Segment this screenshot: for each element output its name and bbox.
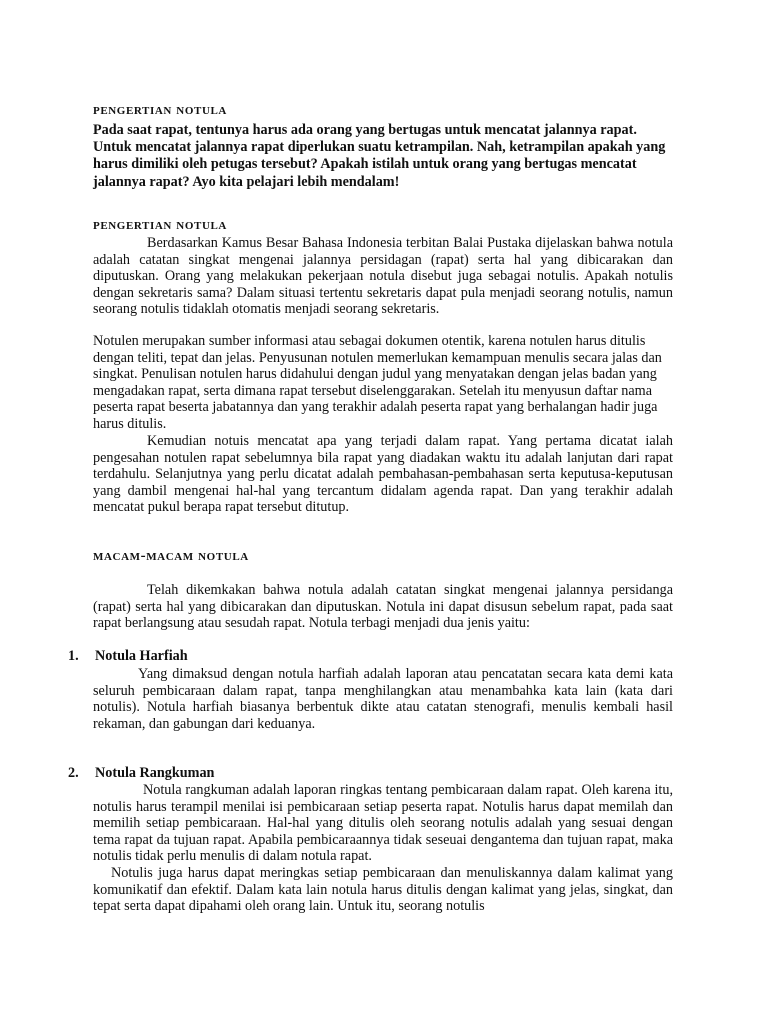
list-title: Notula Rangkuman	[95, 765, 215, 781]
intro-heading: pengertian notula	[93, 102, 227, 118]
notula-rangkuman-paragraph-1: Notula rangkuman adalah laporan ringkas tentang pembicaraan dalam rapat. Oleh karena itu, notulis harus terampil menilai isi pembicaraan setiap peserta rapat. Notulis harus dapat memilah dan memilih setiap pembicaraan. Hal-hal yang ditulis oleh seorang notulis adalah yang sesuai dengan tema rapat da tujuan rapat. Apabila pembicaraannya tidak seseuai dengantema dan tujuan rapat, maka notulis tidak perlu menulis di dalam notula rapat.	[93, 782, 673, 865]
pengertian-paragraph-2: Notulen merupakan sumber informasi atau sebagai dokumen otentik, karena notulen harus ditulis dengan teliti, tepat dan jelas. Penyusunan notulen memerlukan kemampuan menulis secara jalas dan singkat. Penulisan notulen harus didahului dengan judul yang menyatakan dengan jelas badan yang mengadakan rapat, serta dimana rapat tersebut diselenggarakan. Setelah itu menyusun daftar nama peserta rapat beserta jabatannya dan yang terakhir adalah peserta rapat yang berhalangan hadir juga harus ditulis.	[93, 333, 662, 432]
macam-paragraph-1: Telah dikemkakan bahwa notula adalah catatan singkat mengenai jalannya persidanga (rapat) serta hal yang dibicarakan dan diputuskan. Notula ini dapat disusun sebelum rapat, pada saat rapat berlangsung atau sesudah rapat. Notula terbagi menjadi dua jenis yaitu:	[93, 582, 673, 632]
notula-harfiah-paragraph: Yang dimaksud dengan notula harfiah adalah laporan atau pencatatan secara kata demi kata seluruh pembicaraan dalam rapat, tanpa menghilangkan atau menambahka kata lain (kata dari notulis). Notula harfiah biasanya berbentuk dikte atau catatan stenografi, menulis kembali hasil rekaman, dan gabungan dari keduanya.	[93, 666, 673, 732]
list-item-notula-rangkuman-title	[68, 765, 668, 782]
intro-paragraph: Pada saat rapat, tentunya harus ada orang yang bertugas untuk mencatat jalannya rapat. Untuk mencatat jalannya rapat diperlukan suatu ketrampilan. Nah, ketrampilan apakah yang harus dimiliki oleh petugas tersebut? Apakah istilah untuk orang yang bertugas mencatat jalannya rapat? Ayo kita pelajari lebih mendalam!	[93, 122, 666, 190]
list-title: Notula Harfiah	[95, 648, 188, 664]
pengertian-heading: pengertian notula	[93, 217, 227, 233]
list-item-notula-harfiah-title	[68, 648, 668, 665]
list-number: 1.	[68, 648, 79, 664]
list-number: 2.	[68, 765, 79, 781]
pengertian-paragraph-1: Berdasarkan Kamus Besar Bahasa Indonesia terbitan Balai Pustaka dijelaskan bahwa notula adalah catatan singkat mengenai jalannya persidagan (rapat) serta hal yang dibicarakan dan diputuskan. Orang yang melakukan pekerjaan notula disebut juga sebagai notulis. Apakah notulis dengan sekretaris sama? Dalam situasi tertentu sekretaris dapat pula menjadi seorang notulis, namun seorang notulis tidaklah otomatis menjadi seorang sekretaris.	[93, 235, 673, 318]
notula-rangkuman-paragraph-2: Notulis juga harus dapat meringkas setiap pembicaraan dan menuliskannya dalam kalimat yang komunikatif dan efektif. Dalam kata lain notula harus ditulis dengan kalimat yang jelas, singkat, dan tepat serta dapat dipahami oleh orang lain. Untuk itu, seorang notulis	[93, 865, 673, 915]
pengertian-paragraph-3: Kemudian notuis mencatat apa yang terjadi dalam rapat. Yang pertama dicatat ialah pengesahan notulen rapat sebelumnya bila rapat yang diadakan waktu itu adalah lanjutan dari rapat terdahulu. Selanjutnya yang perlu dicatat adalah pembahasan-pembahasan serta keputusa-keputusan yang dambil mengenai hal-hal yang tercantum didalam agenda rapat. Dan yang terakhir adalah mencatat pukul berapa rapat tersebut ditutup.	[93, 433, 673, 516]
macam-heading: macam-macam notula	[93, 548, 249, 564]
